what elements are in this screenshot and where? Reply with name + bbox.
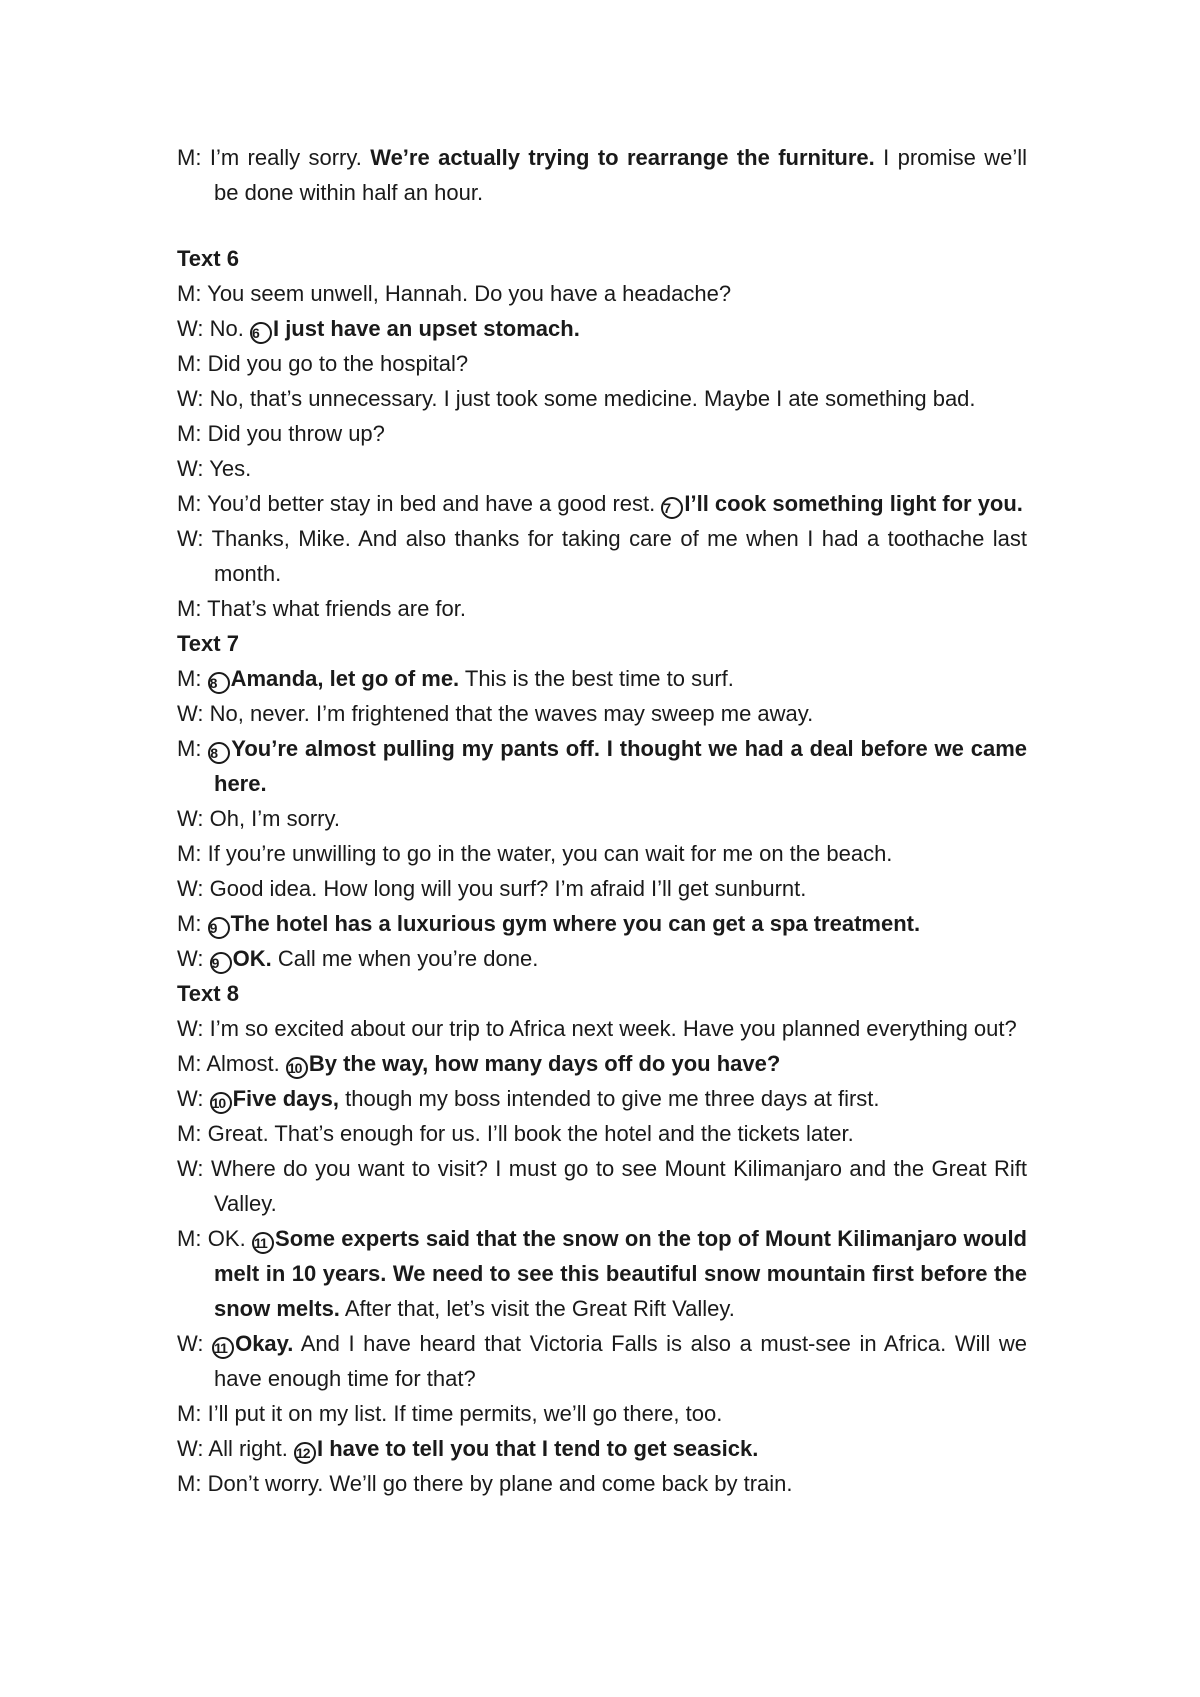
- dialogue-line: [177, 311, 1027, 346]
- question-number-marker: 11: [212, 1337, 234, 1359]
- dialogue-text: Yes.: [209, 456, 252, 481]
- question-number-marker: 12: [294, 1442, 316, 1464]
- section-heading: Text 8: [177, 981, 239, 1006]
- dialogue-text: Oh, I’m sorry.: [209, 806, 340, 831]
- question-number-marker: 7: [661, 497, 683, 519]
- key-phrase: By the way, how many days off do you have?: [308, 1051, 781, 1076]
- speaker-label: M:: [177, 145, 202, 170]
- speaker-label: W:: [177, 386, 204, 411]
- dialogue-line: [177, 1081, 1027, 1116]
- dialogue-line: [177, 906, 1027, 941]
- key-phrase: Amanda, let go of me.: [230, 666, 460, 691]
- key-phrase: We’re actually trying to rearrange the furniture.: [370, 145, 875, 170]
- dialogue-sections: [177, 241, 1027, 1501]
- key-phrase: Okay.: [235, 1331, 294, 1356]
- intro-dialogue: [177, 140, 1027, 210]
- key-phrase: I’ll cook something light for you.: [684, 491, 1023, 516]
- question-number-marker: 11: [252, 1232, 274, 1254]
- dialogue-text: I’ll put it on my list. If time permits, we’ll go there, too.: [207, 1401, 723, 1426]
- speaker-label: M:: [177, 1051, 202, 1076]
- speaker-label: W:: [177, 1436, 204, 1461]
- dialogue-line: [177, 346, 1027, 381]
- speaker-label: W:: [177, 876, 204, 901]
- text-section: [177, 241, 1027, 626]
- dialogue-text: And I have heard that Victoria Falls is also a must-see in Africa. Will we have enough time for that?: [214, 1331, 1027, 1391]
- speaker-label: M:: [177, 1121, 202, 1146]
- speaker-label: W:: [177, 806, 204, 831]
- question-number-marker: 8: [208, 742, 230, 764]
- dialogue-text: That’s what friends are for.: [207, 596, 467, 621]
- dialogue-line: [177, 1431, 1027, 1466]
- question-number-marker: 10: [286, 1057, 308, 1079]
- question-number-marker: 8: [208, 672, 230, 694]
- section-heading: Text 6: [177, 246, 239, 271]
- speaker-label: M:: [177, 666, 202, 691]
- question-number-marker: 10: [210, 1092, 232, 1114]
- speaker-label: W:: [177, 701, 204, 726]
- dialogue-line: [177, 871, 1027, 906]
- speaker-label: W:: [177, 1016, 204, 1041]
- dialogue-line: [177, 416, 1027, 451]
- dialogue-line: [177, 801, 1027, 836]
- speaker-label: M:: [177, 1401, 202, 1426]
- dialogue-text: Good idea. How long will you surf? I’m afraid I’ll get sunburnt.: [209, 876, 807, 901]
- dialogue-line: [177, 1466, 1027, 1501]
- dialogue-text: You seem unwell, Hannah. Do you have a headache?: [207, 281, 732, 306]
- key-phrase: You’re almost pulling my pants off. I thought we had a deal before we came here.: [214, 736, 1027, 796]
- key-phrase: I have to tell you that I tend to get seasick.: [316, 1436, 759, 1461]
- dialogue-line: [177, 1046, 1027, 1081]
- dialogue-text: Thanks, Mike. And also thanks for taking care of me when I had a toothache last month.: [211, 526, 1028, 586]
- dialogue-line: [177, 521, 1027, 591]
- dialogue-text: No.: [209, 316, 250, 341]
- text-section: [177, 976, 1027, 1501]
- question-number-marker: 6: [250, 322, 272, 344]
- speaker-label: W:: [177, 1156, 204, 1181]
- dialogue-text: I’m so excited about our trip to Africa next week. Have you planned everything out?: [209, 1016, 1017, 1041]
- dialogue-text: I’m really sorry.: [209, 145, 371, 170]
- dialogue-text: Where do you want to visit? I must go to see Mount Kilimanjaro and the Great Rift Valley.: [210, 1156, 1027, 1216]
- dialogue-line: [177, 1396, 1027, 1431]
- text-section: [177, 626, 1027, 976]
- dialogue-line: [177, 591, 1027, 626]
- dialogue-text: No, that’s unnecessary. I just took some medicine. Maybe I ate something bad.: [209, 386, 976, 411]
- dialogue-text: OK.: [207, 1226, 253, 1251]
- speaker-label: W:: [177, 456, 204, 481]
- speaker-label: W:: [177, 316, 204, 341]
- dialogue-text: All right.: [208, 1436, 294, 1461]
- dialogue-line: [177, 1151, 1027, 1221]
- dialogue-text: Did you go to the hospital?: [207, 351, 469, 376]
- dialogue-text: Don’t worry. We’ll go there by plane and come back by train.: [207, 1471, 793, 1496]
- document-page: [177, 140, 1027, 1501]
- dialogue-text: After that, let’s visit the Great Rift Valley.: [339, 1296, 735, 1321]
- key-phrase: OK.: [232, 946, 272, 971]
- dialogue-line: [177, 140, 1027, 210]
- dialogue-line: [177, 451, 1027, 486]
- key-phrase: The hotel has a luxurious gym where you can get a spa treatment.: [230, 911, 921, 936]
- speaker-label: M:: [177, 596, 202, 621]
- dialogue-line: [177, 486, 1027, 521]
- dialogue-line: [177, 661, 1027, 696]
- key-phrase: I just have an upset stomach.: [272, 316, 580, 341]
- speaker-label: W:: [177, 1331, 204, 1356]
- dialogue-text: I promise we’ll be done within half an hour.: [214, 145, 1028, 205]
- speaker-label: M:: [177, 1226, 202, 1251]
- question-number-marker: 9: [208, 917, 230, 939]
- key-phrase: Five days,: [232, 1086, 339, 1111]
- speaker-label: W:: [177, 946, 204, 971]
- speaker-label: W:: [177, 526, 204, 551]
- dialogue-line: [177, 731, 1027, 801]
- dialogue-line: [177, 1326, 1027, 1396]
- dialogue-text: Call me when you’re done.: [271, 946, 539, 971]
- speaker-label: M:: [177, 281, 202, 306]
- dialogue-line: [177, 836, 1027, 871]
- dialogue-text: No, never. I’m frightened that the waves may sweep me away.: [209, 701, 814, 726]
- dialogue-line: [177, 381, 1027, 416]
- question-number-marker: 9: [210, 952, 232, 974]
- speaker-label: M:: [177, 351, 202, 376]
- dialogue-text: You’d better stay in bed and have a good rest.: [207, 491, 662, 516]
- dialogue-line: [177, 1116, 1027, 1151]
- speaker-label: M:: [177, 841, 202, 866]
- dialogue-line: [177, 1011, 1027, 1046]
- speaker-label: M:: [177, 1471, 202, 1496]
- dialogue-text: This is the best time to surf.: [459, 666, 734, 691]
- section-heading: Text 7: [177, 631, 239, 656]
- speaker-label: M:: [177, 911, 202, 936]
- key-phrase: Some experts said that the snow on the top of Mount Kilimanjaro would melt in 10 years. We need to see this beautiful snow mountain first before the snow melts.: [214, 1226, 1027, 1321]
- dialogue-text: Great. That’s enough for us. I’ll book the hotel and the tickets later.: [207, 1121, 854, 1146]
- speaker-label: M:: [177, 491, 202, 516]
- dialogue-line: [177, 276, 1027, 311]
- dialogue-line: [177, 1221, 1027, 1326]
- dialogue-line: [177, 941, 1027, 976]
- dialogue-text: If you’re unwilling to go in the water, you can wait for me on the beach.: [207, 841, 893, 866]
- speaker-label: M:: [177, 736, 202, 761]
- dialogue-text: Did you throw up?: [207, 421, 385, 446]
- dialogue-text: Almost.: [206, 1051, 286, 1076]
- speaker-label: M:: [177, 421, 202, 446]
- speaker-label: W:: [177, 1086, 204, 1111]
- dialogue-line: [177, 696, 1027, 731]
- dialogue-text: though my boss intended to give me three days at first.: [339, 1086, 880, 1111]
